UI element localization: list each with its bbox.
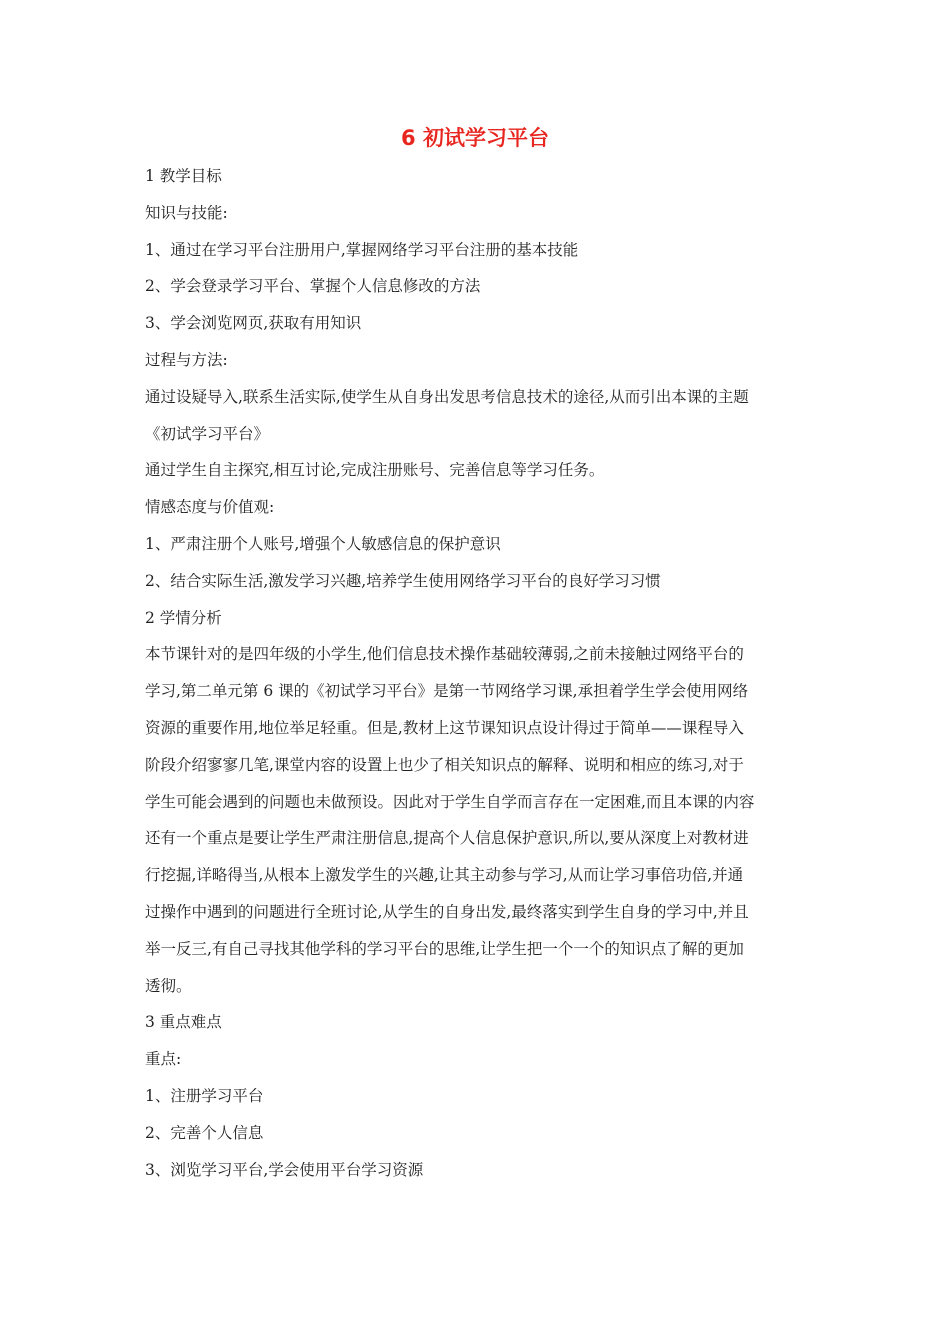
paragraph-line: 还有一个重点是要让学生严肃注册信息,提高个人信息保护意识,所以,要从深度上对教材进 bbox=[145, 829, 749, 848]
paragraph-line: 资源的重要作用,地位举足轻重。但是,教材上这节课知识点设计得过于简单——课程导入 bbox=[145, 718, 744, 737]
document-body bbox=[145, 158, 815, 1188]
subheading-attitude-values: 情感态度与价值观: bbox=[145, 498, 275, 517]
list-item: 2、完善个人信息 bbox=[145, 1123, 264, 1142]
subheading-knowledge-skills: 知识与技能: bbox=[145, 203, 228, 222]
paragraph-line: 行挖掘,详略得当,从根本上激发学生的兴趣,让其主动参与学习,从而让学习事倍功倍,并通 bbox=[145, 866, 744, 885]
paragraph-line: 学习,第二单元第 6 课的《初试学习平台》是第一节网络学习课,承担着学生学会使用网络 bbox=[145, 682, 749, 701]
paragraph-line: 本节课针对的是四年级的小学生,他们信息技术操作基础较薄弱,之前未接触过网络平台的 bbox=[145, 645, 744, 664]
list-item: 2、结合实际生活,激发学习兴趣,培养学生使用网络学习平台的良好学习习惯 bbox=[145, 571, 661, 590]
paragraph-line: 阶段介绍寥寥几笔,课堂内容的设置上也少了相关知识点的解释、说明和相应的练习,对于 bbox=[145, 755, 744, 774]
paragraph-line: 透彻。 bbox=[145, 976, 192, 995]
document-title: 6 初试学习平台 bbox=[401, 126, 549, 150]
list-item: 3、浏览学习平台,学会使用平台学习资源 bbox=[145, 1160, 424, 1179]
list-item: 3、学会浏览网页,获取有用知识 bbox=[145, 314, 362, 333]
paragraph-line: 过操作中遇到的问题进行全班讨论,从学生的自身出发,最终落实到学生自身的学习中,并且 bbox=[145, 902, 749, 921]
list-item: 1、通过在学习平台注册用户,掌握网络学习平台注册的基本技能 bbox=[145, 240, 579, 259]
section-heading-learner-analysis: 2 学情分析 bbox=[145, 608, 222, 627]
list-item: 1、严肃注册个人账号,增强个人敏感信息的保护意识 bbox=[145, 534, 501, 553]
section-heading-objectives: 1 教学目标 bbox=[145, 167, 222, 185]
paragraph-line: 举一反三,有自己寻找其他学科的学习平台的思维,让学生把一个一个的知识点了解的更加 bbox=[145, 939, 744, 958]
list-item: 1、注册学习平台 bbox=[145, 1086, 264, 1105]
section-heading-key-points: 3 重点难点 bbox=[145, 1013, 222, 1032]
list-item: 2、学会登录学习平台、掌握个人信息修改的方法 bbox=[145, 277, 481, 296]
learner-analysis-paragraph bbox=[145, 636, 815, 1004]
paragraph-line: 学生可能会遇到的问题也未做预设。因此对于学生自学而言存在一定困难,而且本课的内容 bbox=[145, 792, 755, 811]
subheading-key-points: 重点: bbox=[145, 1050, 182, 1069]
paragraph-line: 《初试学习平台》 bbox=[145, 424, 270, 443]
paragraph-line: 通过学生自主探究,相互讨论,完成注册账号、完善信息等学习任务。 bbox=[145, 461, 605, 480]
paragraph-line: 通过设疑导入,联系生活实际,使学生从自身出发思考信息技术的途径,从而引出本课的主题 bbox=[145, 387, 749, 406]
subheading-process-methods: 过程与方法: bbox=[145, 350, 228, 369]
